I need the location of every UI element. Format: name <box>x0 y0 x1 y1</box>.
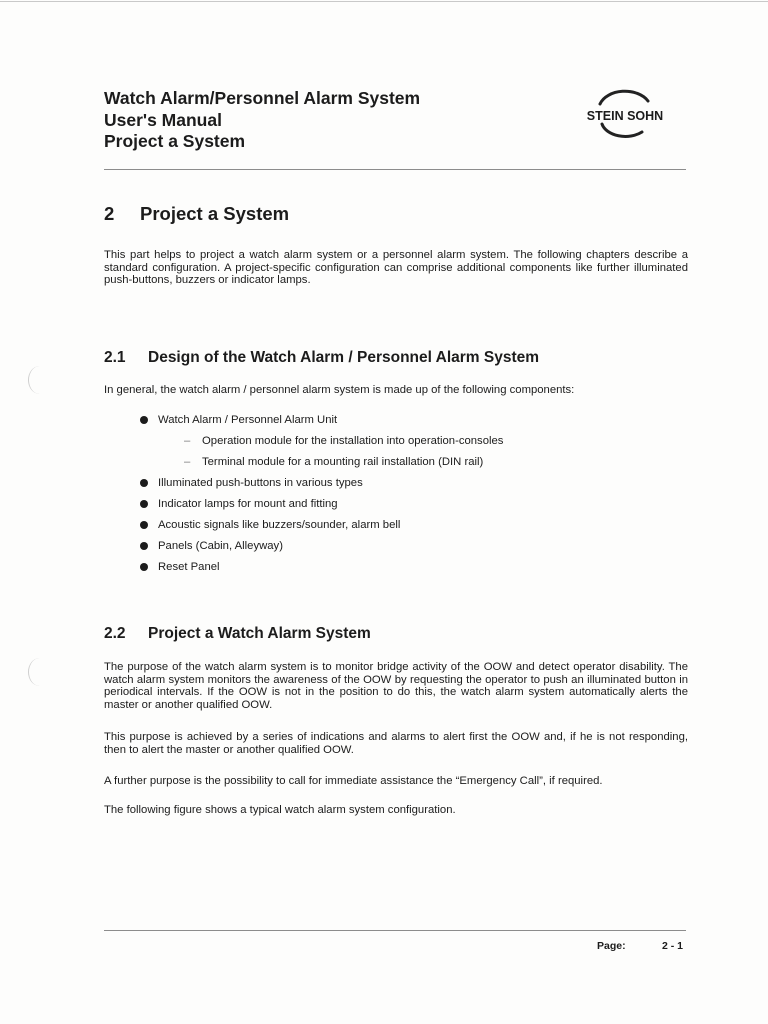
list-item <box>140 497 503 518</box>
bullet-icon <box>140 479 148 487</box>
chapter-heading <box>104 203 289 225</box>
list-item-text: Terminal module for a mounting rail installation (DIN rail) <box>202 456 484 468</box>
header-title-line: User's Manual <box>104 109 222 130</box>
bullet-icon <box>140 542 148 550</box>
bullet-icon <box>140 416 148 424</box>
chapter-intro: This part helps to project a watch alarm system or a personnel alarm system. The following chapters describe a standard configuration. A project-specific configuration can comprise additional components like further illuminated push-buttons, buzzers or indicator lamps. <box>104 249 688 287</box>
list-item-text: Watch Alarm / Personnel Alarm Unit <box>158 414 338 426</box>
chapter-number: 2 <box>104 203 115 224</box>
stein-sohn-logo <box>570 88 680 140</box>
section-heading <box>104 349 539 367</box>
component-list <box>140 413 503 581</box>
section-paragraph: This purpose is achieved by a series of indications and alarms to alert first the OOW and, if he is not responding, then to alert the master or another qualified OOW. <box>104 731 688 756</box>
bullet-icon <box>140 500 148 508</box>
list-item-text: Operation module for the installation into operation-consoles <box>202 435 504 447</box>
list-item-text: Indicator lamps for mount and fitting <box>158 498 338 510</box>
header-title-line: Watch Alarm/Personnel Alarm System <box>104 88 421 108</box>
logo-text: STEIN SOHN <box>586 109 664 123</box>
footer-divider <box>104 930 686 931</box>
section-paragraph: The following figure shows a typical watch alarm system configuration. <box>104 804 456 816</box>
section-number: 2.1 <box>104 349 126 366</box>
list-item <box>140 476 503 497</box>
section-intro: In general, the watch alarm / personnel alarm system is made up of the following components: <box>104 384 575 396</box>
page-number: 2 - 1 <box>662 940 684 952</box>
dash-icon: – <box>184 456 191 468</box>
list-item <box>140 434 503 455</box>
punch-hole-mark <box>28 658 51 686</box>
header-divider <box>104 169 686 170</box>
section-paragraph: A further purpose is the possibility to call for immediate assistance the “Emergency Call”, if required. <box>104 775 603 787</box>
list-item <box>140 518 503 539</box>
document-header <box>104 88 420 153</box>
list-item <box>140 539 503 560</box>
list-item <box>140 455 503 476</box>
section-title: Project a Watch Alarm System <box>148 625 371 642</box>
list-item <box>140 560 503 581</box>
list-item-text: Reset Panel <box>158 561 220 573</box>
list-item <box>140 413 503 434</box>
section-title: Design of the Watch Alarm / Personnel Alarm System <box>148 349 540 366</box>
section-number: 2.2 <box>104 625 126 642</box>
punch-hole-mark <box>28 366 51 394</box>
list-item-text: Panels (Cabin, Alleyway) <box>158 540 283 552</box>
list-item-text: Illuminated push-buttons in various types <box>158 477 363 489</box>
section-heading <box>104 625 371 643</box>
bullet-icon <box>140 563 148 571</box>
header-title-line: Project a System <box>104 131 246 151</box>
chapter-title: Project a System <box>140 203 290 224</box>
list-item-text: Acoustic signals like buzzers/sounder, alarm bell <box>158 519 401 531</box>
bullet-icon <box>140 521 148 529</box>
page-label: Page: <box>597 940 626 952</box>
section-paragraph: The purpose of the watch alarm system is to monitor bridge activity of the OOW and detect operator disability. The watch alarm system monitors the awareness of the OOW by requesting the operator to push an illuminated button in periodical intervals. If the OOW is not in the position to do this, the watch alarm system automatically alerts the master or another qualified OOW. <box>104 661 688 711</box>
scan-top-edge <box>0 1 768 2</box>
dash-icon: – <box>184 435 191 447</box>
